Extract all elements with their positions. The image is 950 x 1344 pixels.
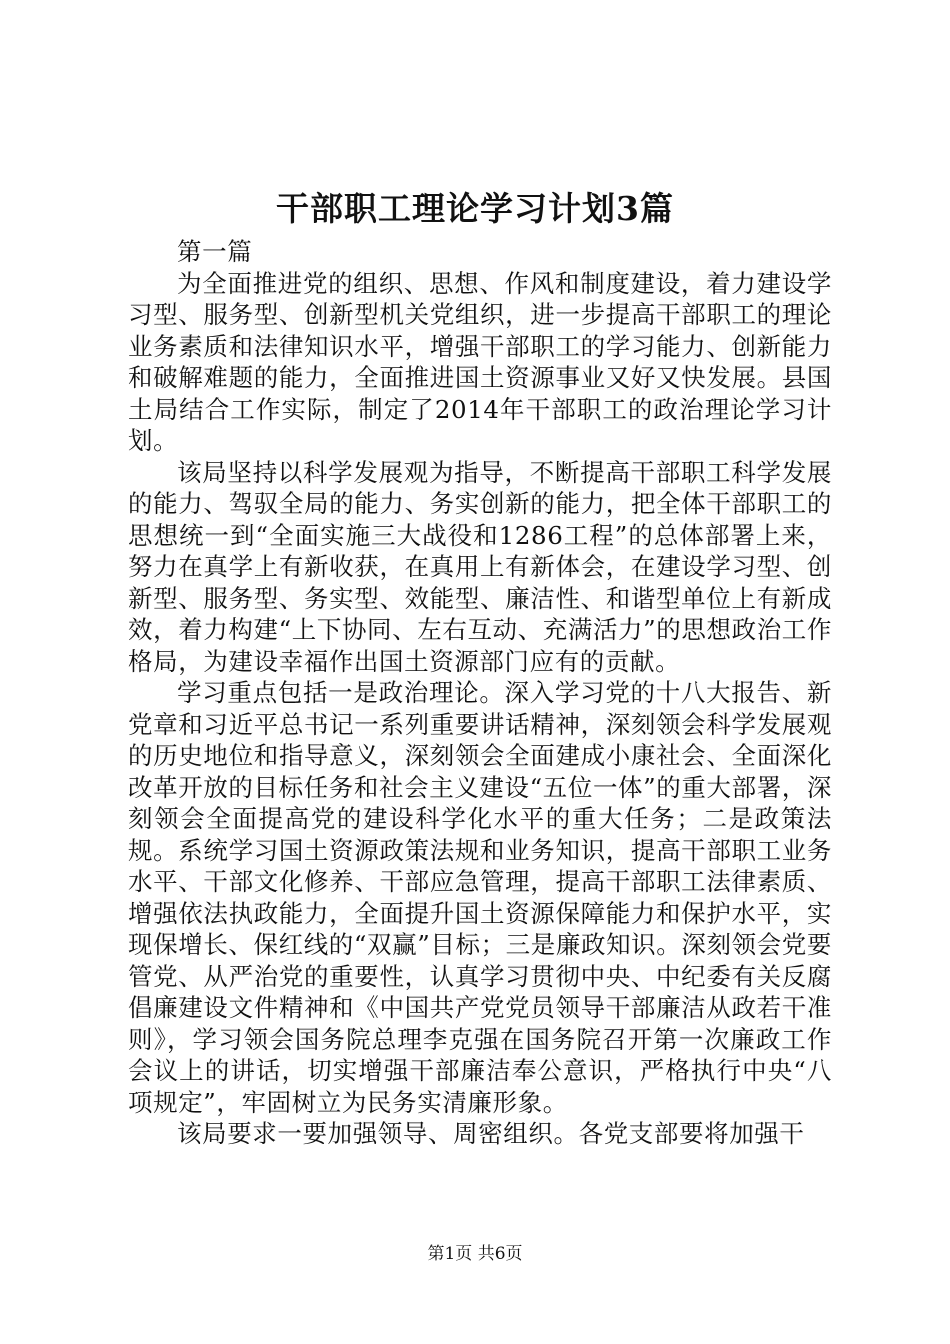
paragraph-2: 该局坚持以科学发展观为指导，不断提高干部职工科学发展的能力、驾驭全局的能力、务实创新的能力，把全体干部职工的思想统一到“全面实施三大战役和1286工程”的总体部署上来，努力在真学上有新收获，在真用上有新体会，在建设学习型、创新型、服务型、务实型、效能型、廉洁性、和谐型单位上有新成效，着力构建“上下协同、左右互动、充满活力”的思想政治工作格局，为建设幸福作出国土资源部门应有的贡献。 xyxy=(128,457,832,676)
document-title: 干部职工理论学习计划3篇 xyxy=(276,189,674,228)
paragraph-4: 该局要求一要加强领导、周密组织。各党支部要将加强干 xyxy=(177,1119,805,1148)
section-heading: 第一篇 xyxy=(177,237,253,266)
page-footer: 第1页 共6页 xyxy=(427,1244,523,1264)
paragraph-1: 为全面推进党的组织、思想、作风和制度建设，着力建设学习型、服务型、创新型机关党组织，进一步提高干部职工的理论业务素质和法律知识水平，增强干部职工的学习能力、创新能力和破解难题的能力，全面推进国土资源事业又好又快发展。县国土局结合工作实际，制定了2014年干部职工的政治理论学习计划。 xyxy=(128,268,832,455)
paragraph-3: 学习重点包括一是政治理论。深入学习党的十八大报告、新党章和习近平总书记一系列重要讲话精神，深刻领会科学发展观的历史地位和指导意义，深刻领会全面建成小康社会、全面深化改革开放的目标任务和社会主义建设“五位一体”的重大部署，深刻领会全面提高党的建设科学化水平的重大任务；二是政策法规。系统学习国土资源政策法规和业务知识，提高干部职工业务水平、干部文化修养、干部应急管理，提高干部职工法律素质、增强依法执政能力，全面提升国土资源保障能力和保护水平，实现保增长、保红线的“双赢”目标；三是廉政知识。深刻领会党要管党、从严治党的重要性，认真学习贯彻中央、中纪委有关反腐倡廉建设文件精神和《中国共产党党员领导干部廉洁从政若干准则》，学习领会国务院总理李克强在国务院召开第一次廉政工作会议上的讲话，切实增强干部廉洁奉公意识，严格执行中央“八项规定”，牢固树立为民务实清廉形象。 xyxy=(128,678,832,1117)
document-body xyxy=(128,236,832,1150)
